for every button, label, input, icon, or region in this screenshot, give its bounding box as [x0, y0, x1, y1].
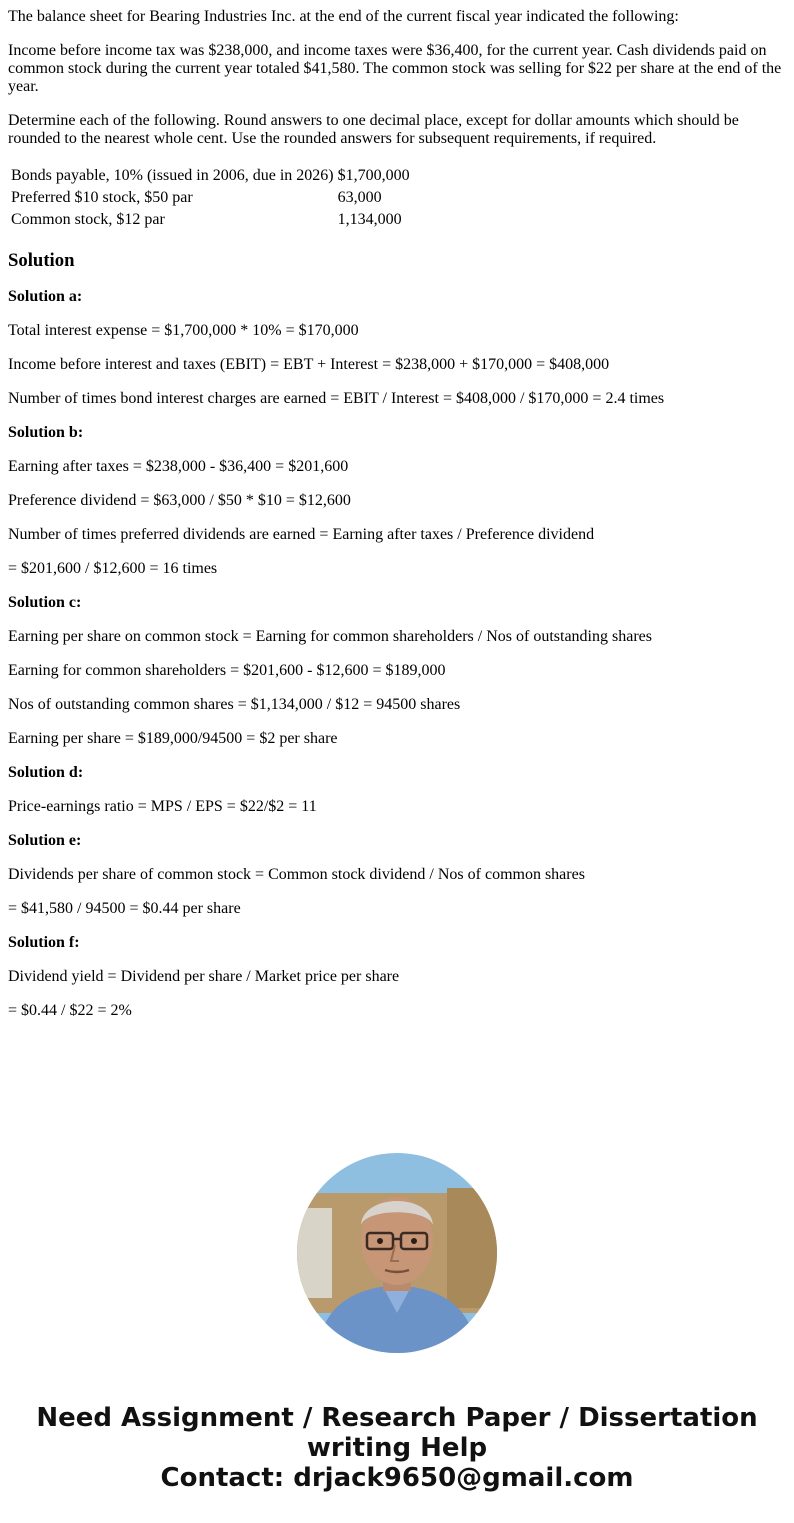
solution-e-title: Solution e:	[8, 832, 82, 849]
table-cell-value: 63,000	[337, 189, 382, 206]
document-body	[8, 0, 786, 1036]
promo-line-2: writing Help	[306, 1433, 488, 1463]
avatar	[297, 1153, 497, 1353]
solution-a-title: Solution a:	[8, 288, 83, 305]
table-row	[10, 210, 411, 230]
avatar-eye-left	[377, 1238, 383, 1244]
promo-contact: Contact: drjack9650@gmail.com	[160, 1463, 634, 1493]
balance-sheet-table	[8, 164, 413, 232]
avatar-portrait-icon	[297, 1153, 497, 1353]
table-cell-label: Bonds payable, 10% (issued in 2006, due in 2026)	[11, 167, 334, 184]
solution-e-line: = $41,580 / 94500 = $0.44 per share	[8, 900, 241, 917]
table-cell-label: Common stock, $12 par	[11, 211, 165, 228]
solution-c-line: Earning for common shareholders = $201,600 - $12,600 = $189,000	[8, 662, 446, 679]
solution-c-line: Earning per share on common stock = Earning for common shareholders / Nos of outstanding shares	[8, 628, 652, 645]
avatar-window	[297, 1208, 332, 1298]
intro-paragraph-1: The balance sheet for Bearing Industries Inc. at the end of the current fiscal year indicated the following:	[8, 8, 679, 25]
solution-e-line: Dividends per share of common stock = Common stock dividend / Nos of common shares	[8, 866, 585, 883]
solution-d-line: Price-earnings ratio = MPS / EPS = $22/$2 = 11	[8, 798, 317, 815]
avatar-wall-carving	[447, 1188, 497, 1308]
solution-heading: Solution	[8, 250, 75, 271]
solution-b-line: = $201,600 / $12,600 = 16 times	[8, 560, 218, 577]
solution-b-line: Earning after taxes = $238,000 - $36,400 = $201,600	[8, 458, 349, 475]
solution-f-title: Solution f:	[8, 934, 80, 951]
solution-b-title: Solution b:	[8, 424, 84, 441]
solution-b-line: Preference dividend = $63,000 / $50 * $10 = $12,600	[8, 492, 351, 509]
solution-f-line: Dividend yield = Dividend per share / Market price per share	[8, 968, 400, 985]
solution-a-line: Number of times bond interest charges are earned = EBIT / Interest = $408,000 / $170,000 = 2.4 times	[8, 390, 665, 407]
promo-line-1: Need Assignment / Research Paper / Dissertation	[36, 1403, 758, 1433]
solution-d-title: Solution d:	[8, 764, 84, 781]
table-cell-label: Preferred $10 stock, $50 par	[11, 189, 193, 206]
solution-c-line: Earning per share = $189,000/94500 = $2 per share	[8, 730, 338, 747]
solution-a-line: Total interest expense = $1,700,000 * 10% = $170,000	[8, 322, 359, 339]
promo-banner	[0, 1403, 794, 1493]
avatar-eye-right	[411, 1238, 417, 1244]
table-row	[10, 166, 411, 186]
solution-b-line: Number of times preferred dividends are earned = Earning after taxes / Preference dividend	[8, 526, 595, 543]
solution-c-line: Nos of outstanding common shares = $1,134,000 / $12 = 94500 shares	[8, 696, 461, 713]
solution-c-title: Solution c:	[8, 594, 82, 611]
intro-paragraph-3: Determine each of the following. Round answers to one decimal place, except for dollar amounts which should be rounded to the nearest whole cent. Use the rounded answers for subsequent requirements, if required.	[8, 112, 739, 147]
intro-paragraph-2: Income before income tax was $238,000, and income taxes were $36,400, for the current year. Cash dividends paid on common stock during the current year totaled $41,580. The common stock was selling for $22 per share at the end of the year.	[8, 42, 782, 95]
solution-a-line: Income before interest and taxes (EBIT) = EBT + Interest = $238,000 + $170,000 = $408,000	[8, 356, 610, 373]
table-row	[10, 188, 411, 208]
solution-f-line: = $0.44 / $22 = 2%	[8, 1002, 132, 1019]
table-cell-value: $1,700,000	[337, 167, 410, 184]
table-cell-value: 1,134,000	[337, 211, 402, 228]
